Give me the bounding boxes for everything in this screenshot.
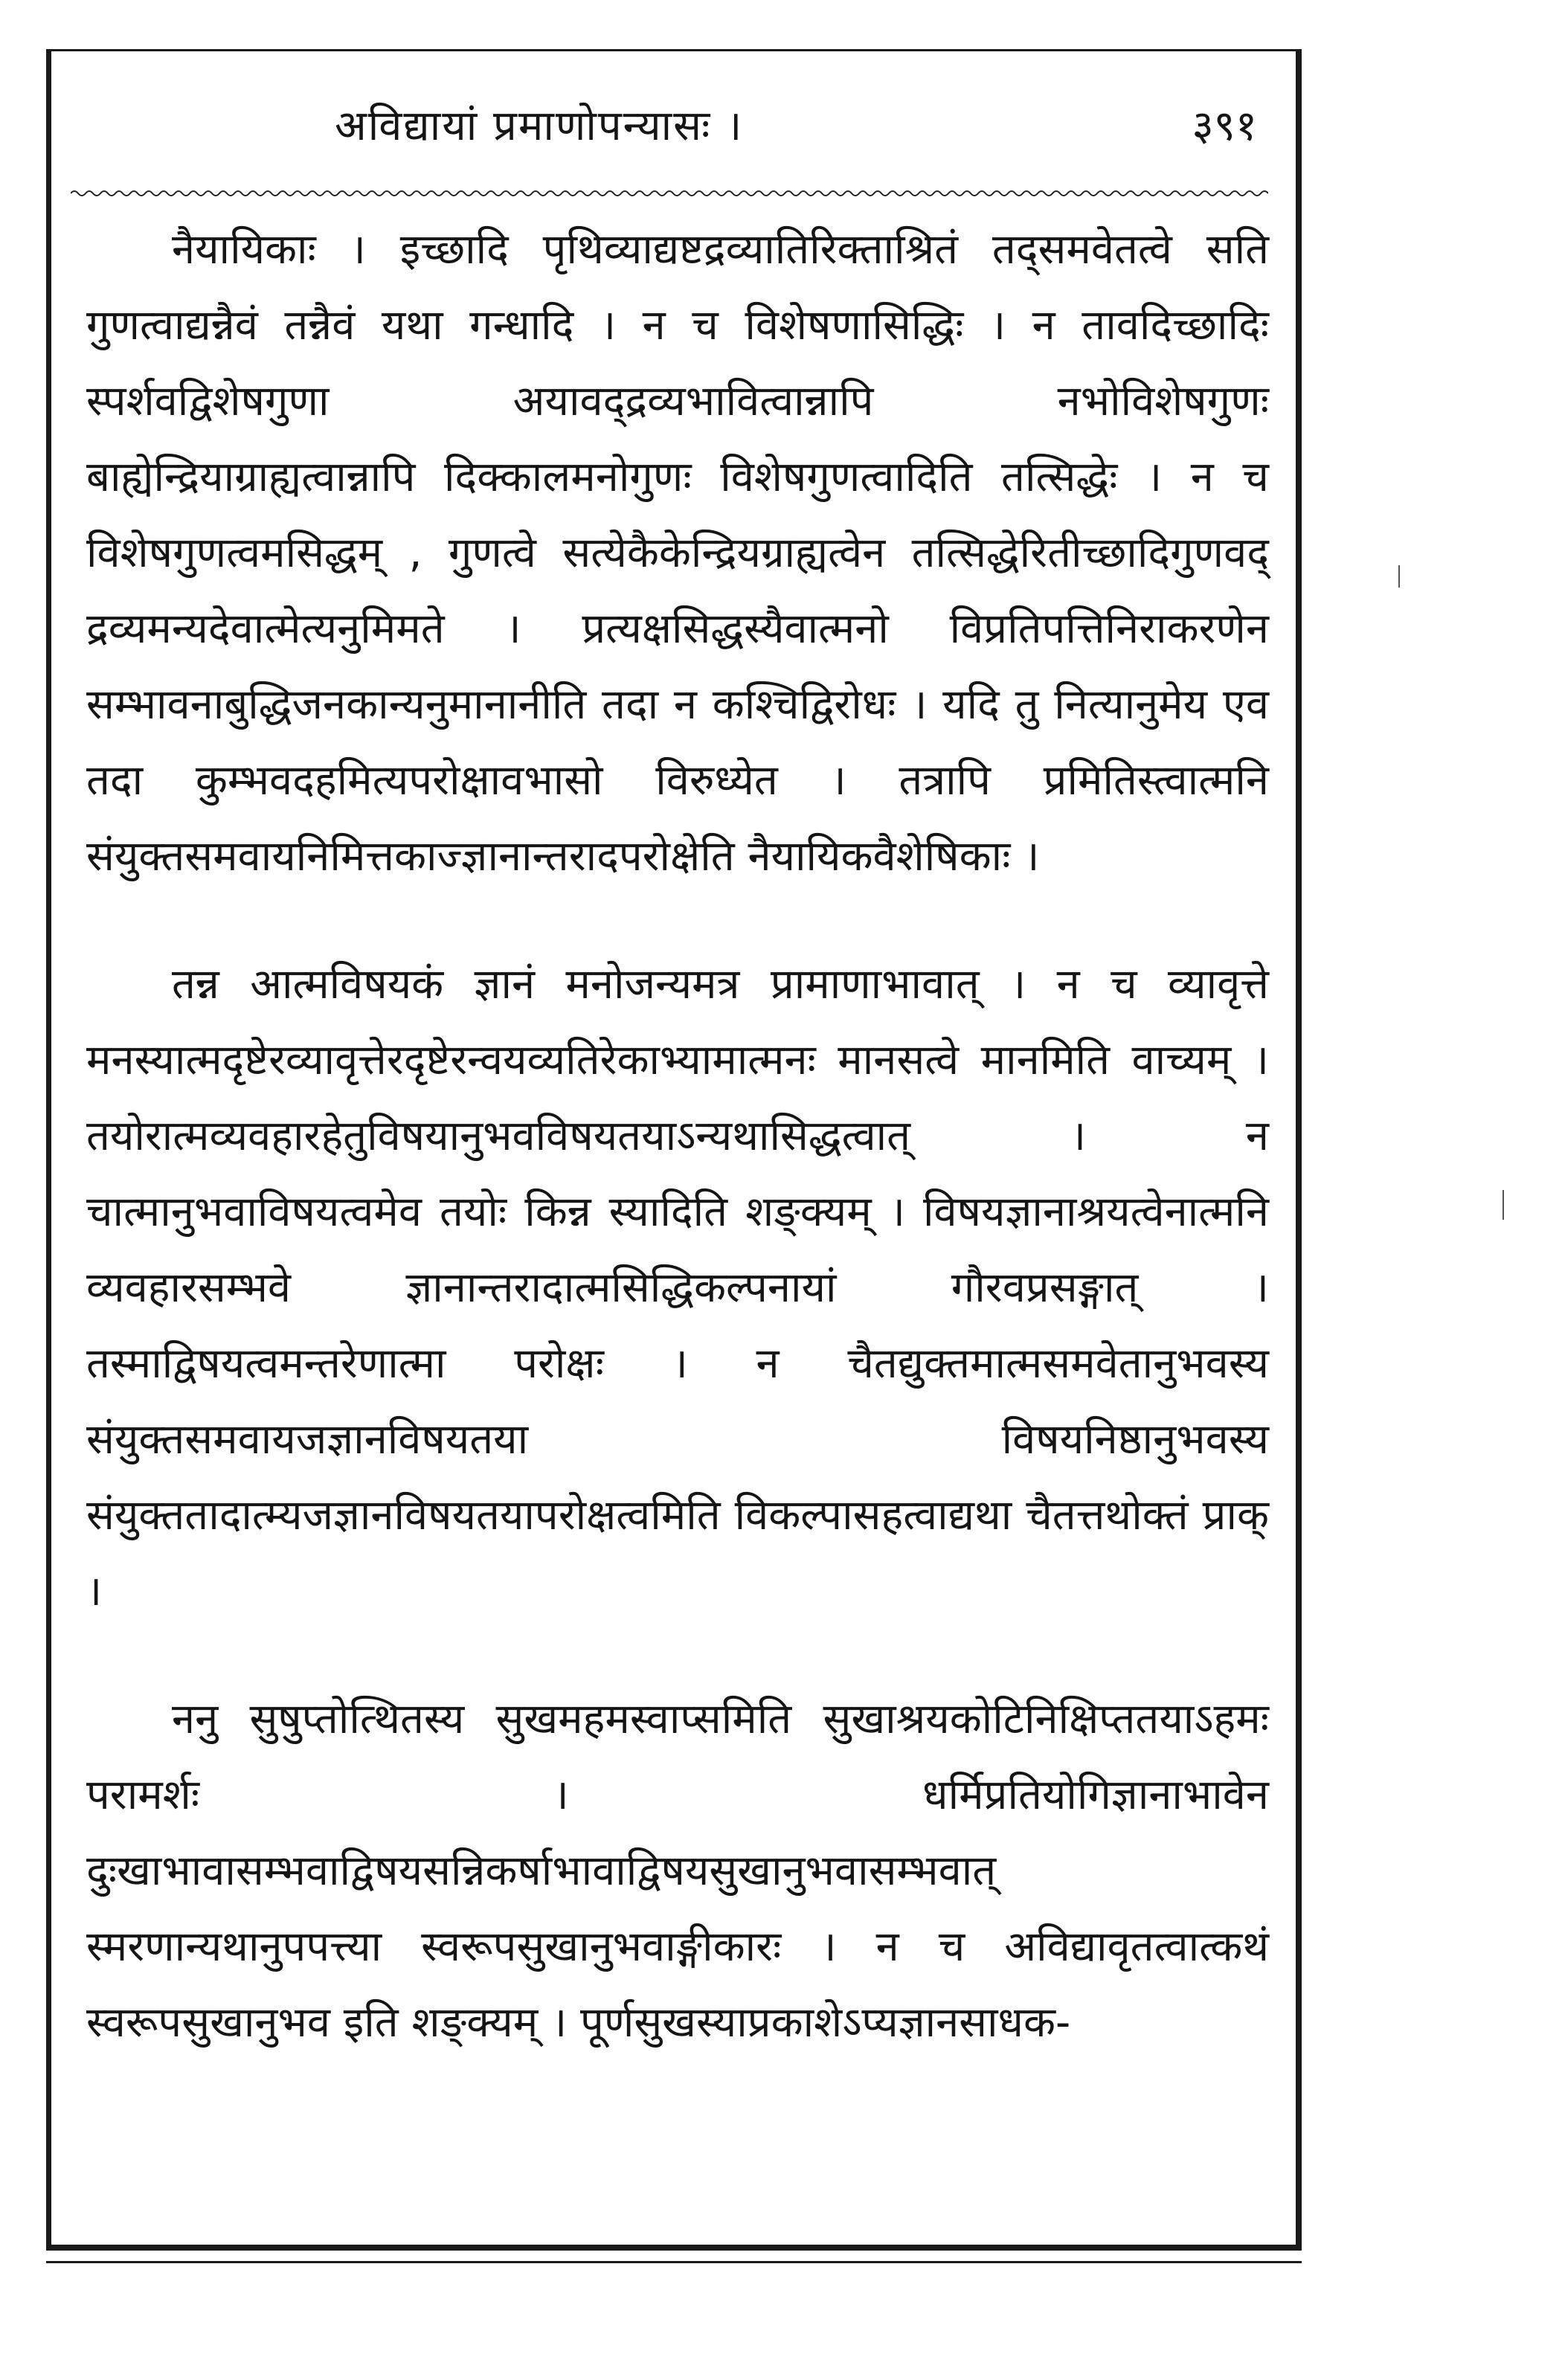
paragraph-refutation: तन्न आत्मविषयकं ज्ञानं मनोजन्यमत्र प्रामाणाभावात् । न च व्यावृत्ते मनस्यात्मदृष्टेरव्यावृत्तेरदृष्टेरन्वयव्यतिरेकाभ्यामात्मनः मानसत्वे मानमिति वाच्यम् । तयोरात्मव्यवहारहेतुविषयानुभवविषयतयाऽन्यथासिद्धत्वात् । न चात्मानुभवाविषयत्वमेव तयोः किन्न स्यादिति शङ्क्यम् । विषयज्ञानाश्रयत्वेनात्मनि व्यवहारसम्भवे ज्ञानान्तरादात्मसिद्धिकल्पनायां गौरवप्रसङ्गात् । तस्माद्विषयत्वमन्तरेणात्मा परोक्षः । न चैतद्युक्तमात्मसमवेतानुभवस्य संयुक्तसमवायजज्ञानविषयतया विषयनिष्ठानुभवस्य संयुक्ततादात्म्यजज्ञानविषयतयापरोक्षत्वमिति विकल्पासहत्वाद्यथा चैतत्तथोक्तं प्राक् । xyxy=(86,960,1269,1615)
paragraph-naiyayika: नैयायिकाः । इच्छादि पृथिव्याद्यष्टद्रव्यातिरिक्ताश्रितं तद्समवेतत्वे सति गुणत्वाद्यन्नैवं तन्नैवं यथा गन्धादि । न च विशेषणासिद्धिः । न तावदिच्छादिः स्पर्शवद्विशेषगुणा अयावद्द्रव्यभावित्वान्नापि नभोविशेषगुणः बाह्येन्द्रियाग्राह्यत्वान्नापि दिक्कालमनोगुणः विशेषगुणत्वादिति तत्सिद्धेः । न च विशेषगुणत्वमसिद्धम् , गुणत्वे सत्येकैकेन्द्रियग्राह्यत्वेन तत्सिद्धेरितीच्छादिगुणवद् द्रव्यमन्यदेवात्मेत्यनुमिमते । प्रत्यक्षसिद्धस्यैवात्मनो विप्रतिपत्तिनिराकरणेन सम्भावनाबुद्धिजनकान्यनुमानानीति तदा न कश्चिद्विरोधः । यदि तु नित्यानुमेय एव तदा कुम्भवदहमित्यपरोक्षावभासो विरुध्येत । तत्रापि प्रमितिस्त्वात्मनि संयुक्तसमवायनिमित्तकाज्ज्ञानान्तरादपरोक्षेति नैयायिकवैशेषिकाः । xyxy=(86,225,1269,881)
page-header xyxy=(67,89,1279,178)
header-wavy-rule xyxy=(71,186,1268,201)
running-title: अविद्यायां प्रमाणोपन्यासः । xyxy=(335,102,744,150)
page-number: ३९१ xyxy=(1192,102,1257,150)
right-margin-mark xyxy=(1398,565,1400,588)
bottom-double-rule xyxy=(46,2261,1302,2263)
paragraph-sushupti: ननु सुषुप्तोत्थितस्य सुखमहमस्वाप्समिति सुखाश्रयकोटिनिक्षिप्ततयाऽहमः परामर्शः । धर्मिप्रतियोगिज्ञानाभावेन दुःखाभावासम्भवाद्विषयसन्निकर्षाभावाद्विषयसुखानुभवासम्भवात् स्मरणान्यथानुपपत्त्या स्वरूपसुखानुभवाङ्गीकारः । न च अविद्यावृतत्वात्कथं स्वरूपसुखानुभव इति शङ्क्यम् । पूर्णसुखस्याप्रकाशेऽप्यज्ञानसाधक- xyxy=(86,1695,1269,2047)
right-margin-mark xyxy=(1502,1190,1504,1220)
body-text xyxy=(86,212,1269,2113)
